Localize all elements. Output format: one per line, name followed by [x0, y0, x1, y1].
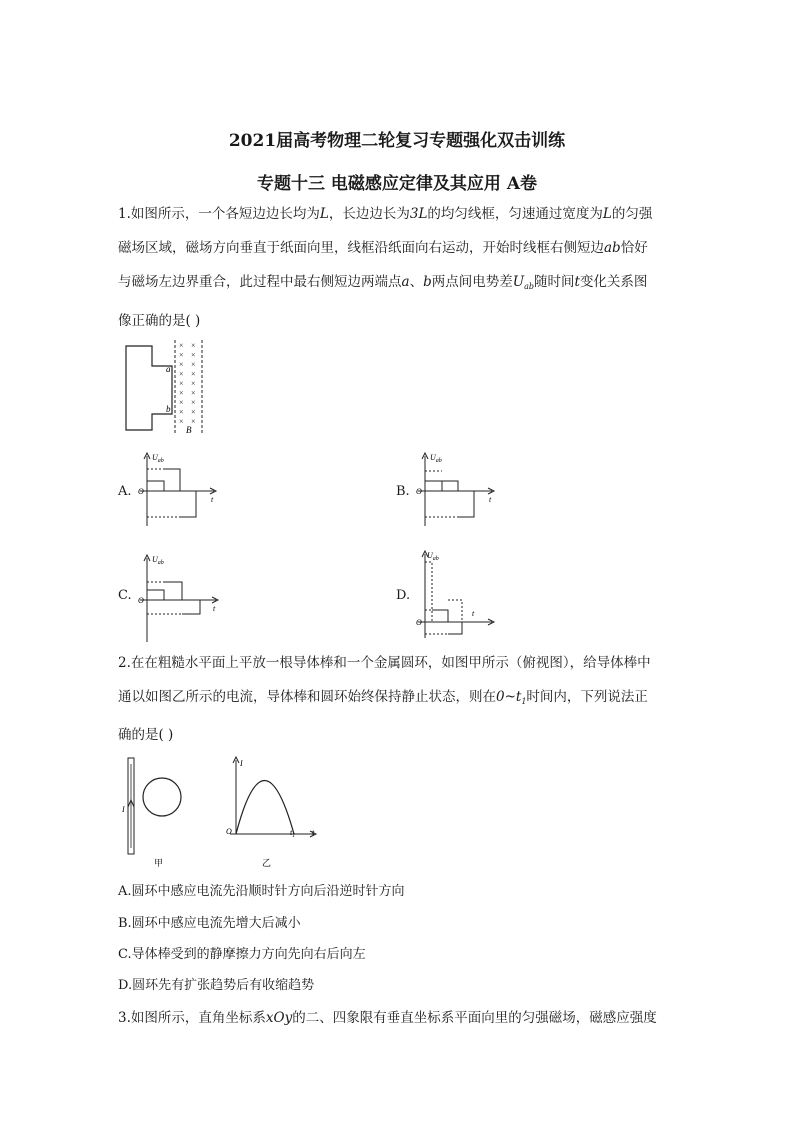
origin-label: O — [138, 487, 144, 496]
q2-option-c[interactable]: C.导体棒受到的静摩擦力方向先向右后向左 — [118, 947, 366, 962]
q3-line-1: 3.如图所示，直角坐标系xOy的二、四象限有垂直坐标系平面向里的匀强磁场，磁感应强度 — [118, 1010, 657, 1026]
q2-option-a[interactable]: A.圆环中感应电流先沿顺时针方向后沿逆时针方向 — [118, 884, 405, 899]
current-label: I — [122, 805, 125, 814]
label-B: B — [186, 425, 192, 435]
q1-frame-figure — [118, 338, 218, 438]
y-axis-label: $U_{ab}$ — [430, 453, 442, 464]
field-cross: × — [191, 388, 196, 398]
q2-origin-label: O — [226, 827, 232, 836]
field-cross: × — [179, 341, 184, 350]
current-curve — [236, 781, 294, 835]
field-cross: × — [191, 379, 196, 388]
caption-jia: 甲 — [154, 858, 164, 868]
origin-label: O — [138, 596, 144, 605]
origin-label: O — [416, 487, 422, 496]
q1-option-c-graph[interactable] — [134, 552, 224, 644]
field-cross: × — [179, 398, 184, 407]
field-cross: × — [179, 388, 184, 398]
wire-frame — [126, 346, 172, 430]
q2-x-axis-label: t — [312, 828, 315, 837]
q1-line-1: 1.如图所示，一个各短边边长均为L，长边边长为3L的均匀线框，匀速通过宽度为L的匀强 — [118, 206, 653, 222]
field-cross: × — [191, 350, 196, 360]
label-b: b — [166, 404, 171, 414]
q2-y-axis-label: I — [240, 759, 243, 768]
field-cross: × — [179, 379, 184, 388]
q2-t1-label: $t_1$ — [290, 828, 296, 839]
q1-option-b-label[interactable]: B. — [396, 484, 410, 499]
q1-option-a-label[interactable]: A. — [118, 484, 132, 499]
field-cross: × — [191, 360, 196, 369]
field-cross: × — [191, 417, 196, 426]
field-cross: × — [179, 407, 184, 417]
x-axis-label: t — [472, 609, 475, 618]
field-cross: × — [191, 407, 196, 417]
q1-option-d-graph[interactable] — [412, 548, 502, 640]
y-axis-label: $U_{ab}$ — [152, 555, 164, 566]
metal-ring — [143, 778, 181, 816]
q1-line-3: 与磁场左边界重合，此过程中最右侧短边两端点a、b两点间电势差$U_{ab}$随时间t变化关系图 — [118, 274, 648, 291]
field-cross: × — [179, 369, 184, 379]
label-a: a — [166, 364, 171, 374]
y-axis-label: $U_{ab}$ — [152, 453, 164, 464]
x-axis-label: t — [211, 495, 214, 504]
field-cross: × — [191, 369, 196, 379]
field-cross: × — [191, 341, 196, 350]
q2-option-b[interactable]: B.圆环中感应电流先增大后减小 — [118, 916, 301, 931]
q1-option-d-label[interactable]: D. — [396, 588, 411, 603]
q1-line-2: 磁场区域，磁场方向垂直于纸面向里，线框沿纸面向右运动，开始时线框右侧短边ab恰好 — [118, 240, 648, 256]
q2-option-d[interactable]: D.圆环先有扩张趋势后有收缩趋势 — [118, 978, 315, 993]
caption-yi: 乙 — [262, 858, 272, 868]
q1-option-a-graph[interactable] — [134, 450, 224, 528]
document-title: 2021届高考物理二轮复习专题强化双击训练 — [228, 131, 566, 151]
q2-line-2: 通以如图乙所示的电流，导体棒和圆环始终保持静止状态，则在$0\sim t_1$时间内，下列说法正 — [118, 689, 648, 706]
q1-option-c-label[interactable]: C. — [118, 588, 132, 603]
field-cross: × — [179, 360, 184, 369]
y-axis-label: $U_{ab}$ — [427, 551, 439, 562]
x-axis-label: t — [213, 604, 216, 613]
q1-line-4: 像正确的是( ) — [118, 313, 201, 329]
field-cross: × — [191, 398, 196, 407]
q2-line-3: 确的是( ) — [118, 727, 174, 743]
x-axis-label: t — [489, 495, 492, 504]
q1-option-b-graph[interactable] — [412, 450, 502, 528]
q2-figure — [118, 752, 328, 874]
field-cross: × — [179, 350, 184, 360]
q2-line-1: 2.在在粗糙水平面上平放一根导体棒和一个金属圆环，如图甲所示（俯视图），给导体棒中 — [118, 655, 651, 671]
origin-label: O — [416, 618, 422, 627]
field-crosses — [179, 341, 196, 426]
field-cross: × — [179, 417, 184, 426]
document-subtitle: 专题十三 电磁感应定律及其应用 A卷 — [256, 174, 538, 194]
